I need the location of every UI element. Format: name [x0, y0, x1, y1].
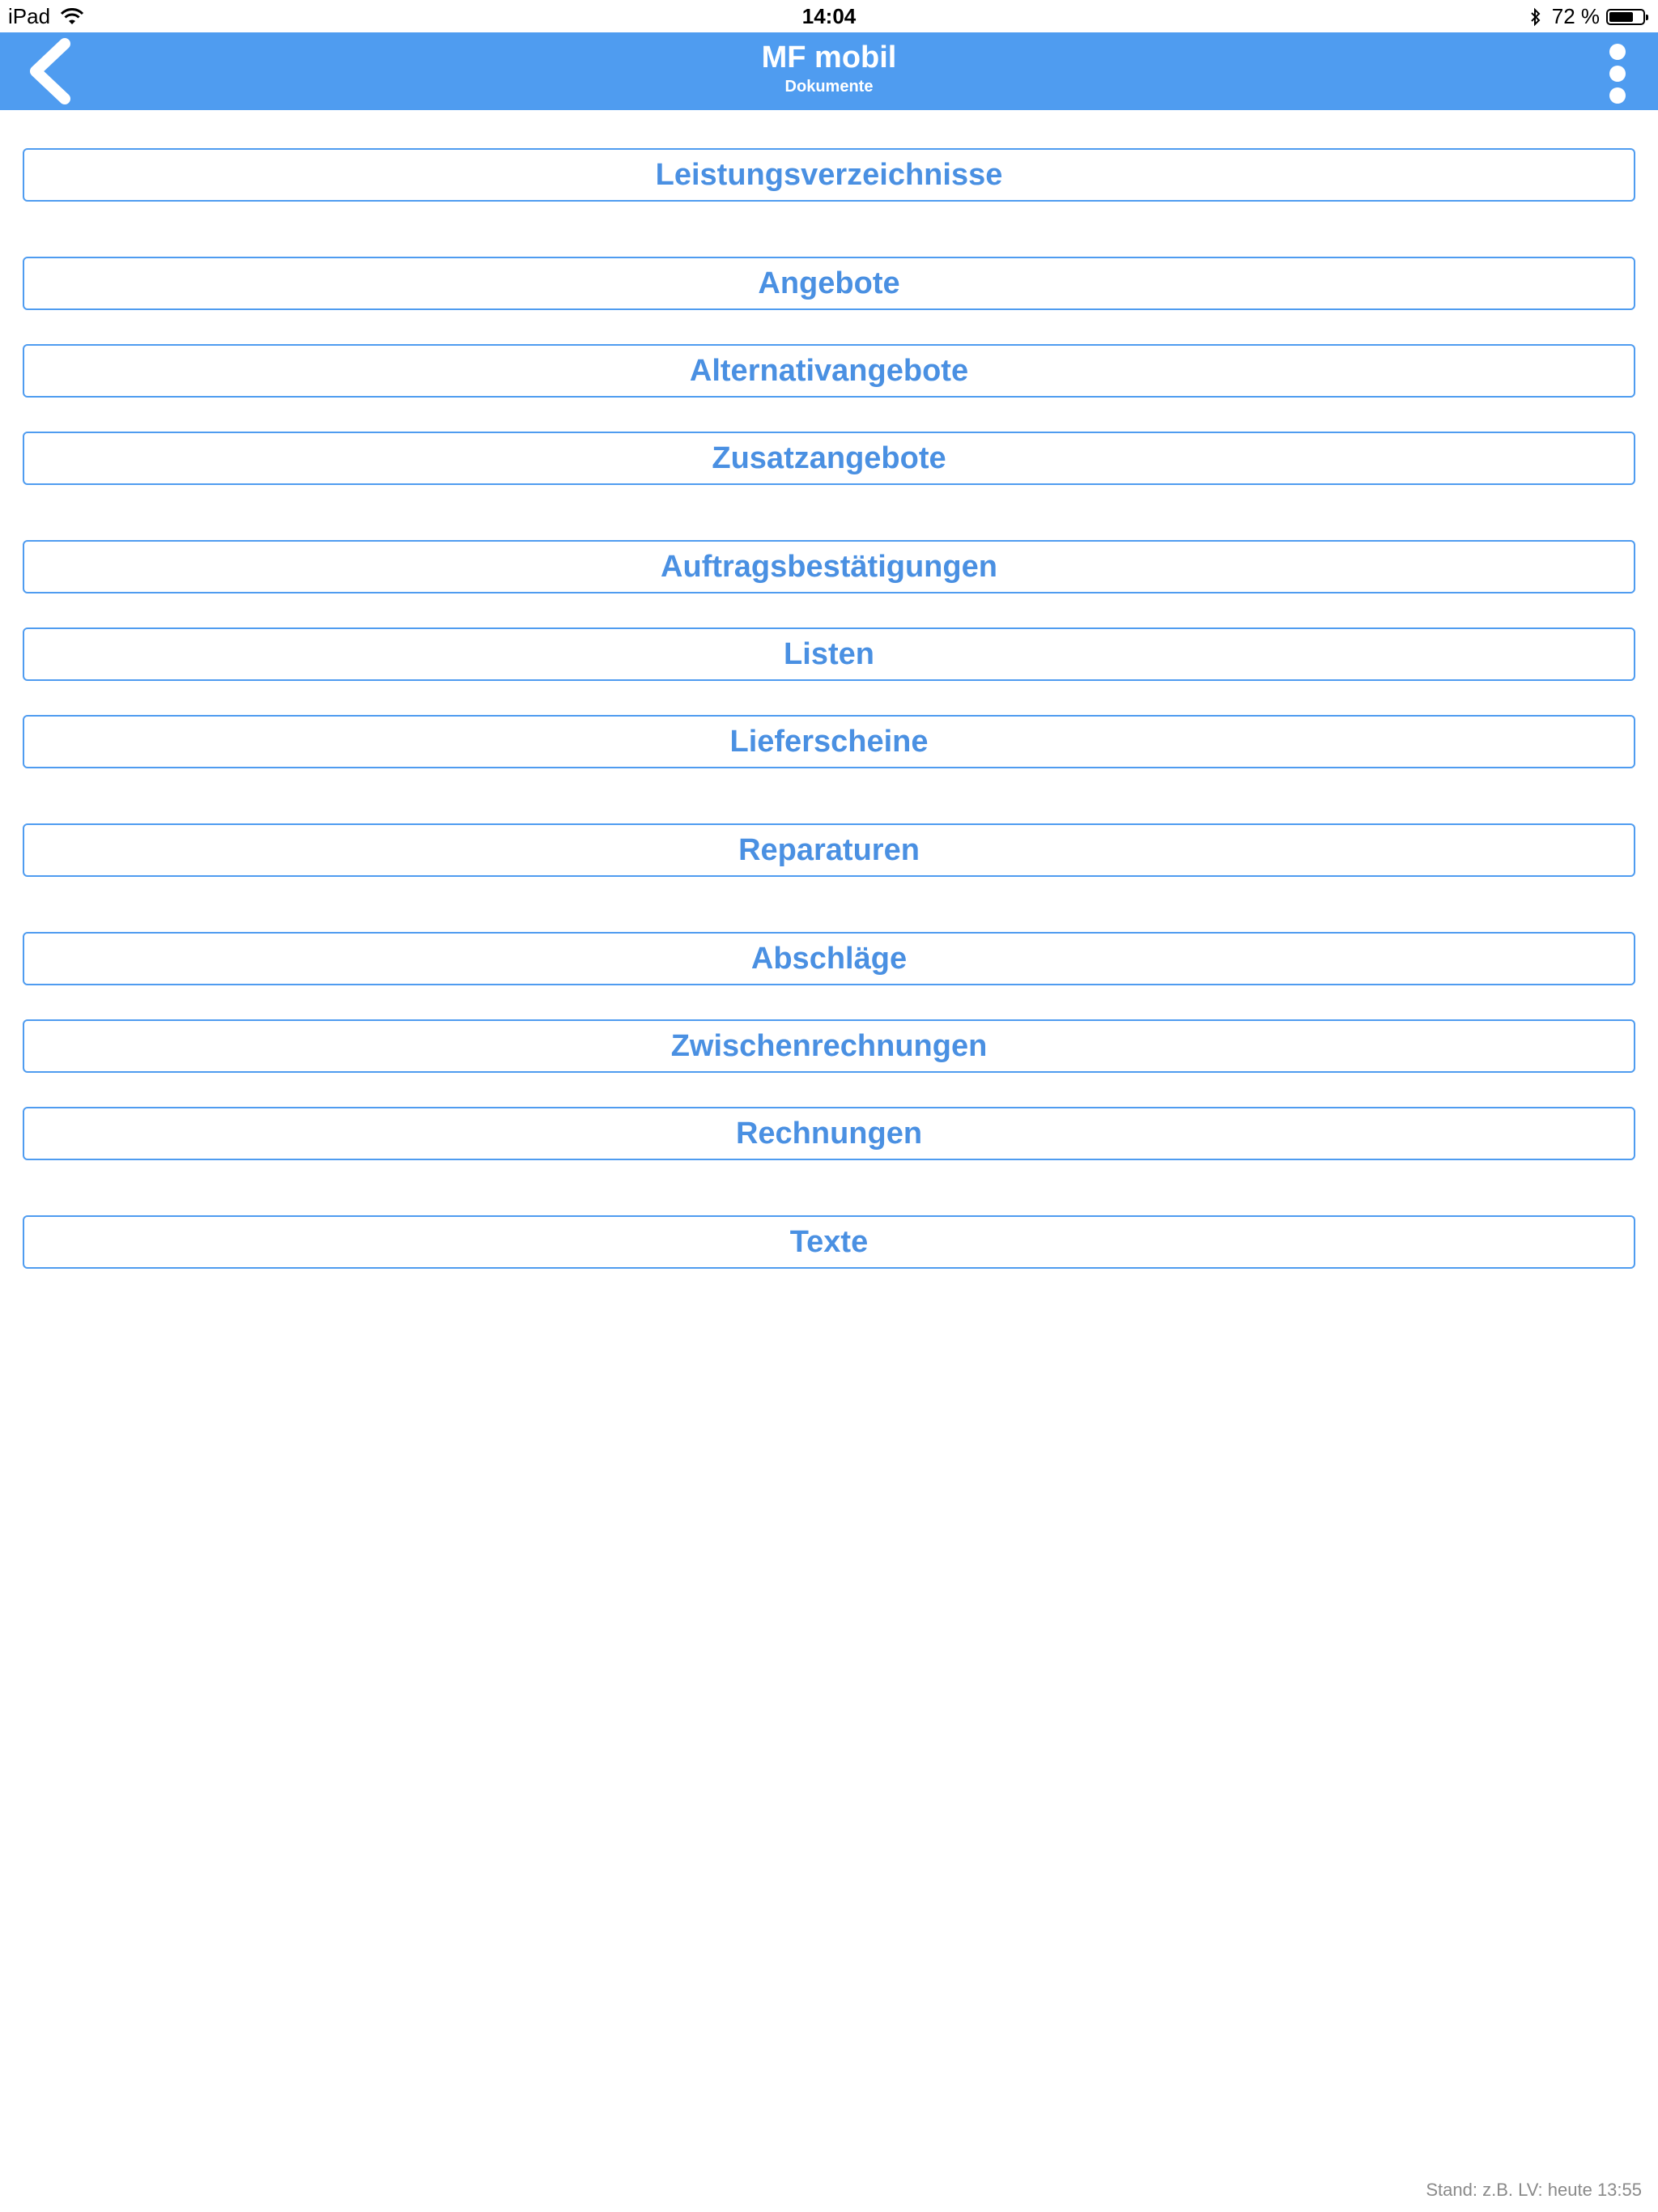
angebote-button[interactable]: Angebote [23, 257, 1635, 310]
last-updated-text: Stand: z.B. LV: heute 13:55 [1426, 2180, 1642, 2200]
rechnungen-button[interactable]: Rechnungen [23, 1107, 1635, 1160]
texte-button[interactable]: Texte [23, 1215, 1635, 1269]
status-right [1529, 4, 1645, 29]
status-bar [0, 0, 1658, 32]
listen-button[interactable]: Listen [23, 627, 1635, 681]
device-name: iPad [8, 4, 51, 28]
page-title: MF mobil [761, 40, 897, 74]
status-time: 14:04 [801, 4, 857, 28]
alternativangebote-button[interactable]: Alternativangebote [23, 344, 1635, 398]
auftragsbestaetigungen-button[interactable]: Auftragsbestätigungen [23, 540, 1635, 593]
bluetooth-icon [1529, 7, 1542, 27]
more-button[interactable] [1601, 37, 1634, 105]
more-vertical-icon [1601, 37, 1634, 105]
navigation-bar [0, 32, 1658, 110]
battery-icon [1606, 9, 1645, 25]
battery-percent: 72 % [1551, 4, 1600, 28]
abschlaege-button[interactable]: Abschläge [23, 932, 1635, 985]
battery-nub [1646, 15, 1648, 20]
page-subtitle: Dokumente [784, 78, 874, 96]
zusatzangebote-button[interactable]: Zusatzangebote [23, 432, 1635, 485]
leistungsverzeichnisse-button[interactable]: Leistungsverzeichnisse [23, 148, 1635, 202]
lieferscheine-button[interactable]: Lieferscheine [23, 715, 1635, 768]
battery-level [1609, 12, 1633, 22]
reparaturen-button[interactable]: Reparaturen [23, 823, 1635, 877]
zwischenrechnungen-button[interactable]: Zwischenrechnungen [23, 1019, 1635, 1073]
